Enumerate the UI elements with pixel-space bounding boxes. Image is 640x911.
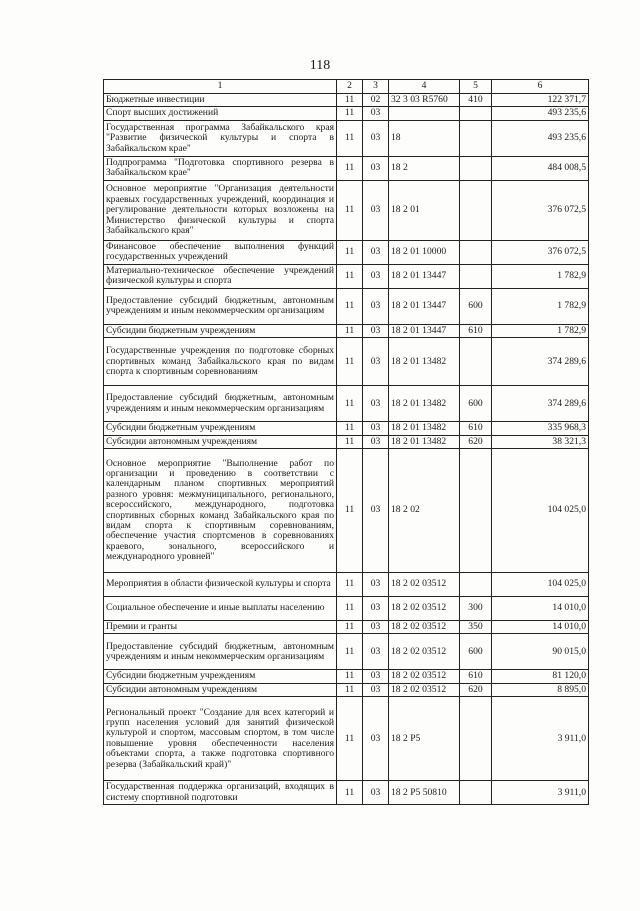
row-target-item-cell: 18 2 01 13482 — [389, 338, 460, 386]
row-name-cell: Субсидии автономным учреждениям — [104, 683, 337, 696]
row-section-cell: 11 — [337, 683, 363, 696]
row-amount-cell: 90 015,0 — [492, 634, 589, 670]
row-name-cell: Субсидии бюджетным учреждениям — [104, 670, 337, 683]
row-subsection-cell: 03 — [363, 264, 389, 288]
row-target-item-cell: 18 2 02 03512 — [389, 634, 460, 670]
table-row — [104, 670, 589, 683]
row-amount-cell: 374 289,6 — [492, 338, 589, 386]
row-amount-cell: 38 321,3 — [492, 435, 589, 448]
row-name-cell: Субсидии автономным учреждениям — [104, 435, 337, 448]
row-name-cell: Региональный проект "Создание для всех категорий и групп населения условий для занятий физической культурой и спортом, массовым спортом, в том числе повышение уровня обеспеченности населения объектами спорта, а также подготовка спортивного резерва (Забайкальский край)" — [104, 697, 337, 781]
row-target-item-cell: 18 — [389, 120, 460, 156]
table-row — [104, 634, 589, 670]
row-name-cell: Мероприятия в области физической культуры и спорта — [104, 573, 337, 597]
row-name-cell: Государственная поддержка организаций, входящих в систему спортивной подготовки — [104, 781, 337, 805]
row-target-item-cell — [389, 107, 460, 120]
row-subsection-cell: 02 — [363, 94, 389, 107]
row-target-item-cell: 18 2 02 03512 — [389, 573, 460, 597]
row-subsection-cell: 03 — [363, 573, 389, 597]
table-row — [104, 338, 589, 386]
column-header-subsection: 3 — [363, 80, 389, 94]
row-expense-type-cell — [460, 180, 492, 240]
row-name-cell: Предоставление субсидий бюджетным, автономным учреждениям и иным некоммерческим организациям — [104, 386, 337, 422]
row-subsection-cell: 03 — [363, 781, 389, 805]
column-header-target-item: 4 — [389, 80, 460, 94]
row-subsection-cell: 03 — [363, 107, 389, 120]
row-expense-type-cell — [460, 120, 492, 156]
row-amount-cell: 493 235,6 — [492, 107, 589, 120]
row-section-cell: 11 — [337, 120, 363, 156]
row-subsection-cell: 03 — [363, 597, 389, 621]
row-section-cell: 11 — [337, 634, 363, 670]
row-subsection-cell: 03 — [363, 435, 389, 448]
table-row — [104, 264, 589, 288]
column-header-name: 1 — [104, 80, 337, 94]
row-expense-type-cell: 620 — [460, 683, 492, 696]
row-subsection-cell: 03 — [363, 240, 389, 264]
row-expense-type-cell: 610 — [460, 670, 492, 683]
row-expense-type-cell — [460, 338, 492, 386]
row-section-cell: 11 — [337, 781, 363, 805]
row-section-cell: 11 — [337, 180, 363, 240]
row-target-item-cell: 18 2 01 10000 — [389, 240, 460, 264]
row-section-cell: 11 — [337, 697, 363, 781]
row-section-cell: 11 — [337, 621, 363, 634]
row-amount-cell: 104 025,0 — [492, 449, 589, 573]
column-header-amount: 6 — [492, 80, 589, 94]
row-name-cell: Основное мероприятие "Организация деятельности краевых государственных учреждений, координация и регулирование деятельности которых возложены на Министерство физической культуры и спорта Забайкальского края" — [104, 180, 337, 240]
table-row — [104, 120, 589, 156]
row-name-cell: Премии и гранты — [104, 621, 337, 634]
row-target-item-cell: 18 2 01 — [389, 180, 460, 240]
table-row — [104, 288, 589, 324]
column-header-section: 2 — [337, 80, 363, 94]
row-section-cell: 11 — [337, 156, 363, 180]
table-row — [104, 435, 589, 448]
column-header-expense-type: 5 — [460, 80, 492, 94]
row-section-cell: 11 — [337, 449, 363, 573]
row-name-cell: Материально-техническое обеспечение учреждений физической культуры и спорта — [104, 264, 337, 288]
row-amount-cell: 493 235,6 — [492, 120, 589, 156]
row-expense-type-cell — [460, 697, 492, 781]
row-section-cell: 11 — [337, 386, 363, 422]
row-target-item-cell: 18 2 01 13482 — [389, 422, 460, 435]
row-name-cell: Субсидии бюджетным учреждениям — [104, 422, 337, 435]
row-target-item-cell: 18 2 02 — [389, 449, 460, 573]
table-row — [104, 683, 589, 696]
row-target-item-cell: 18 2 P5 50810 — [389, 781, 460, 805]
row-target-item-cell: 18 2 01 13447 — [389, 288, 460, 324]
row-amount-cell: 376 072,5 — [492, 240, 589, 264]
row-amount-cell: 122 371,7 — [492, 94, 589, 107]
table-row — [104, 621, 589, 634]
table-row — [104, 324, 589, 337]
row-name-cell: Государственная программа Забайкальского края "Развитие физической культуры и спорта в Забайкальском крае" — [104, 120, 337, 156]
row-amount-cell: 104 025,0 — [492, 573, 589, 597]
row-target-item-cell: 18 2 01 13447 — [389, 264, 460, 288]
row-target-item-cell: 18 2 01 13447 — [389, 324, 460, 337]
row-name-cell: Государственные учреждения по подготовке сборных спортивных команд Забайкальского края по видам спорта к спортивным соревнованиям — [104, 338, 337, 386]
row-section-cell: 11 — [337, 573, 363, 597]
row-section-cell: 11 — [337, 435, 363, 448]
row-expense-type-cell — [460, 240, 492, 264]
table-row — [104, 597, 589, 621]
row-subsection-cell: 03 — [363, 120, 389, 156]
table-row — [104, 94, 589, 107]
row-amount-cell: 14 010,0 — [492, 621, 589, 634]
row-name-cell: Субсидии бюджетным учреждениям — [104, 324, 337, 337]
row-expense-type-cell — [460, 449, 492, 573]
row-target-item-cell: 18 2 — [389, 156, 460, 180]
row-section-cell: 11 — [337, 240, 363, 264]
row-expense-type-cell: 600 — [460, 288, 492, 324]
row-subsection-cell: 03 — [363, 621, 389, 634]
row-amount-cell: 1 782,9 — [492, 288, 589, 324]
table-header-row — [104, 80, 589, 94]
row-amount-cell: 81 120,0 — [492, 670, 589, 683]
row-target-item-cell: 18 2 02 03512 — [389, 621, 460, 634]
row-expense-type-cell: 300 — [460, 597, 492, 621]
table-row — [104, 180, 589, 240]
row-name-cell: Бюджетные инвестиции — [104, 94, 337, 107]
row-subsection-cell: 03 — [363, 449, 389, 573]
row-name-cell: Предоставление субсидий бюджетным, автономным учреждениям и иным некоммерческим организациям — [104, 634, 337, 670]
row-subsection-cell: 03 — [363, 288, 389, 324]
row-expense-type-cell — [460, 573, 492, 597]
page-number: 118 — [309, 58, 331, 73]
row-subsection-cell: 03 — [363, 386, 389, 422]
row-subsection-cell: 03 — [363, 180, 389, 240]
row-target-item-cell: 18 2 02 03512 — [389, 597, 460, 621]
row-expense-type-cell: 600 — [460, 634, 492, 670]
row-section-cell: 11 — [337, 670, 363, 683]
table-row — [104, 449, 589, 573]
row-name-cell: Предоставление субсидий бюджетным, автономным учреждениям и иным некоммерческим организациям — [104, 288, 337, 324]
row-amount-cell: 3 911,0 — [492, 781, 589, 805]
row-amount-cell: 14 010,0 — [492, 597, 589, 621]
row-target-item-cell: 18 2 01 13482 — [389, 386, 460, 422]
row-subsection-cell: 03 — [363, 338, 389, 386]
row-section-cell: 11 — [337, 338, 363, 386]
row-section-cell: 11 — [337, 422, 363, 435]
row-section-cell: 11 — [337, 288, 363, 324]
row-target-item-cell: 18 2 02 03512 — [389, 670, 460, 683]
row-name-cell: Подпрограмма "Подготовка спортивного резерва в Забайкальском крае" — [104, 156, 337, 180]
row-section-cell: 11 — [337, 324, 363, 337]
table-row — [104, 107, 589, 120]
row-subsection-cell: 03 — [363, 422, 389, 435]
row-name-cell: Основное мероприятие "Выполнение работ по организации и проведению в соответствии с календарным планом спортивных мероприятий разного уровня: межмуниципального, регионального, всероссийского, международного, подготовка спортивных сборных команд Забайкальского края по видам спорта к спортивным соревнованиям, обеспечение участия спортсменов в соревнованиях краевого, зонального, всероссийского и международного уровней" — [104, 449, 337, 573]
row-target-item-cell: 18 2 02 03512 — [389, 683, 460, 696]
row-amount-cell: 8 895,0 — [492, 683, 589, 696]
row-expense-type-cell: 620 — [460, 435, 492, 448]
row-expense-type-cell — [460, 264, 492, 288]
row-expense-type-cell — [460, 107, 492, 120]
row-amount-cell: 335 968,3 — [492, 422, 589, 435]
row-expense-type-cell: 610 — [460, 324, 492, 337]
row-name-cell: Спорт высших достижений — [104, 107, 337, 120]
table-row — [104, 240, 589, 264]
row-target-item-cell: 32 3 03 R5760 — [389, 94, 460, 107]
row-amount-cell: 1 782,9 — [492, 264, 589, 288]
table-row — [104, 697, 589, 781]
row-section-cell: 11 — [337, 597, 363, 621]
row-section-cell: 11 — [337, 264, 363, 288]
row-subsection-cell: 03 — [363, 670, 389, 683]
row-expense-type-cell — [460, 781, 492, 805]
row-amount-cell: 484 008,5 — [492, 156, 589, 180]
row-subsection-cell: 03 — [363, 156, 389, 180]
row-expense-type-cell — [460, 156, 492, 180]
row-amount-cell: 3 911,0 — [492, 697, 589, 781]
table-row — [104, 422, 589, 435]
budget-table — [103, 79, 589, 805]
row-amount-cell: 374 289,6 — [492, 386, 589, 422]
row-subsection-cell: 03 — [363, 324, 389, 337]
row-expense-type-cell: 410 — [460, 94, 492, 107]
row-expense-type-cell: 600 — [460, 386, 492, 422]
row-subsection-cell: 03 — [363, 683, 389, 696]
table-row — [104, 781, 589, 805]
row-name-cell: Социальное обеспечение и иные выплаты населению — [104, 597, 337, 621]
row-amount-cell: 376 072,5 — [492, 180, 589, 240]
row-name-cell: Финансовое обеспечение выполнения функций государственных учреждений — [104, 240, 337, 264]
row-target-item-cell: 18 2 P5 — [389, 697, 460, 781]
row-subsection-cell: 03 — [363, 697, 389, 781]
row-target-item-cell: 18 2 01 13482 — [389, 435, 460, 448]
row-expense-type-cell: 350 — [460, 621, 492, 634]
row-section-cell: 11 — [337, 94, 363, 107]
table-row — [104, 156, 589, 180]
row-expense-type-cell: 610 — [460, 422, 492, 435]
row-subsection-cell: 03 — [363, 634, 389, 670]
row-amount-cell: 1 782,9 — [492, 324, 589, 337]
table-row — [104, 573, 589, 597]
table-row — [104, 386, 589, 422]
row-section-cell: 11 — [337, 107, 363, 120]
